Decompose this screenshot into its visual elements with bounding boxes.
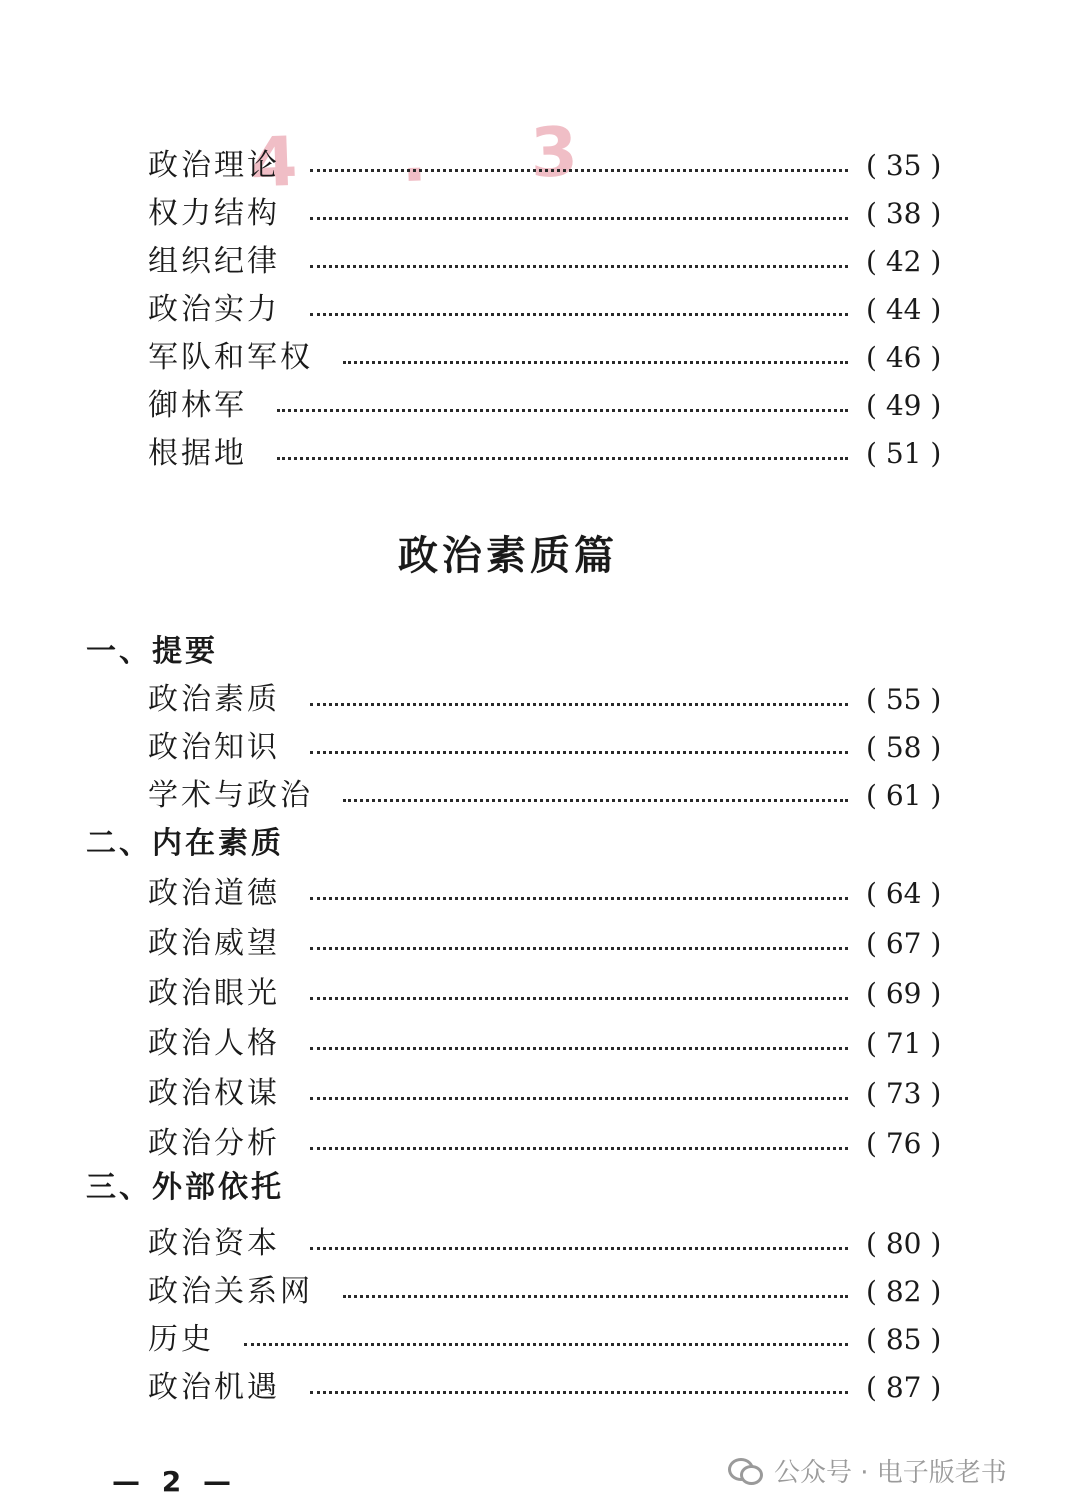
toc-entry-label: 组织纪律 xyxy=(148,244,280,279)
toc-entry-page: ( 61 ) xyxy=(866,779,942,812)
toc-entry-label: 政治实力 xyxy=(148,292,280,327)
toc-entry[interactable] xyxy=(148,1318,948,1362)
toc-entry-page: ( 42 ) xyxy=(866,245,942,278)
toc-entry-label: 政治关系网 xyxy=(148,1274,313,1309)
toc-entry-page: ( 44 ) xyxy=(866,293,942,326)
wechat-icon xyxy=(728,1456,764,1484)
toc-entry[interactable] xyxy=(148,240,948,284)
toc-entry-label: 历史 xyxy=(148,1322,214,1357)
toc-entry-page: ( 49 ) xyxy=(866,389,942,422)
toc-entry[interactable] xyxy=(148,872,948,916)
toc-entry-page: ( 80 ) xyxy=(866,1227,942,1260)
dot-leader xyxy=(244,1343,848,1346)
part-title: 政治素质篇 xyxy=(398,532,618,579)
toc-entry-page: ( 58 ) xyxy=(866,731,942,764)
toc-entry[interactable] xyxy=(148,384,948,428)
toc-entry-page: ( 67 ) xyxy=(866,927,942,960)
toc-entry-label: 军队和军权 xyxy=(148,340,313,375)
toc-entry[interactable] xyxy=(148,726,948,770)
toc-entry-label: 权力结构 xyxy=(148,196,280,231)
toc-entry-label: 政治分析 xyxy=(148,1126,280,1161)
toc-entry-page: ( 35 ) xyxy=(866,149,942,182)
dot-leader xyxy=(310,217,848,220)
toc-entry-page: ( 46 ) xyxy=(866,341,942,374)
dot-leader xyxy=(343,799,848,802)
toc-entry-label: 政治威望 xyxy=(148,926,280,961)
toc-entry-page: ( 38 ) xyxy=(866,197,942,230)
dot-leader xyxy=(277,409,848,412)
toc-entry-page: ( 51 ) xyxy=(866,437,942,470)
toc-entry-label: 政治权谋 xyxy=(148,1076,280,1111)
dot-leader xyxy=(310,751,848,754)
toc-entry-label: 学术与政治 xyxy=(148,778,313,813)
section-heading: 二、内在素质 xyxy=(86,826,284,861)
toc-entry-page: ( 76 ) xyxy=(866,1127,942,1160)
dot-leader xyxy=(310,1147,848,1150)
toc-entry-page: ( 82 ) xyxy=(866,1275,942,1308)
dot-leader xyxy=(343,361,848,364)
toc-entry-page: ( 85 ) xyxy=(866,1323,942,1356)
toc-entry[interactable] xyxy=(148,192,948,236)
dot-leader xyxy=(310,997,848,1000)
toc-entry-label: 御林军 xyxy=(148,388,247,423)
toc-entry-label: 政治素质 xyxy=(148,682,280,717)
toc-entry[interactable] xyxy=(148,678,948,722)
dot-leader xyxy=(310,1097,848,1100)
toc-entry[interactable] xyxy=(148,1072,948,1116)
dot-leader xyxy=(310,1047,848,1050)
dot-leader xyxy=(310,313,848,316)
toc-entry[interactable] xyxy=(148,922,948,966)
toc-entry-label: 政治道德 xyxy=(148,876,280,911)
watermark-text: 公众号 · 电子版老书 xyxy=(774,1457,1007,1488)
dot-leader xyxy=(310,947,848,950)
toc-entry-label: 政治眼光 xyxy=(148,976,280,1011)
dot-leader xyxy=(310,169,848,172)
toc-entry-page: ( 69 ) xyxy=(866,977,942,1010)
toc-entry[interactable] xyxy=(148,336,948,380)
section-heading: 三、外部依托 xyxy=(86,1170,284,1205)
toc-entry[interactable] xyxy=(148,1222,948,1266)
toc-entry-label: 政治机遇 xyxy=(148,1370,280,1405)
section-heading: 一、提要 xyxy=(86,634,218,669)
toc-entry[interactable] xyxy=(148,144,948,188)
dot-leader xyxy=(310,897,848,900)
dot-leader xyxy=(310,1247,848,1250)
toc-entry[interactable] xyxy=(148,1366,948,1410)
dot-leader xyxy=(277,457,848,460)
toc-entry[interactable] xyxy=(148,972,948,1016)
page-number: — 2 — xyxy=(112,1465,237,1498)
dot-leader xyxy=(343,1295,848,1298)
toc-entry-page: ( 71 ) xyxy=(866,1027,942,1060)
toc-entry-page: ( 87 ) xyxy=(866,1371,942,1404)
dot-leader xyxy=(310,703,848,706)
red-stamp-mark: 4 . 3 xyxy=(248,111,620,204)
toc-entry-label: 政治理论 xyxy=(148,148,280,183)
toc-entry[interactable] xyxy=(148,1122,948,1166)
toc-entry[interactable] xyxy=(148,1022,948,1066)
toc-entry[interactable] xyxy=(148,774,948,818)
toc-entry-label: 根据地 xyxy=(148,436,247,471)
toc-entry-page: ( 64 ) xyxy=(866,877,942,910)
toc-entry[interactable] xyxy=(148,432,948,476)
toc-entry-label: 政治知识 xyxy=(148,730,280,765)
toc-entry[interactable] xyxy=(148,1270,948,1314)
dot-leader xyxy=(310,265,848,268)
toc-entry-label: 政治人格 xyxy=(148,1026,280,1061)
source-watermark xyxy=(728,1450,1007,1490)
toc-entry-label: 政治资本 xyxy=(148,1226,280,1261)
toc-entry[interactable] xyxy=(148,288,948,332)
toc-entry-page: ( 73 ) xyxy=(866,1077,942,1110)
toc-entry-page: ( 55 ) xyxy=(866,683,942,716)
dot-leader xyxy=(310,1391,848,1394)
